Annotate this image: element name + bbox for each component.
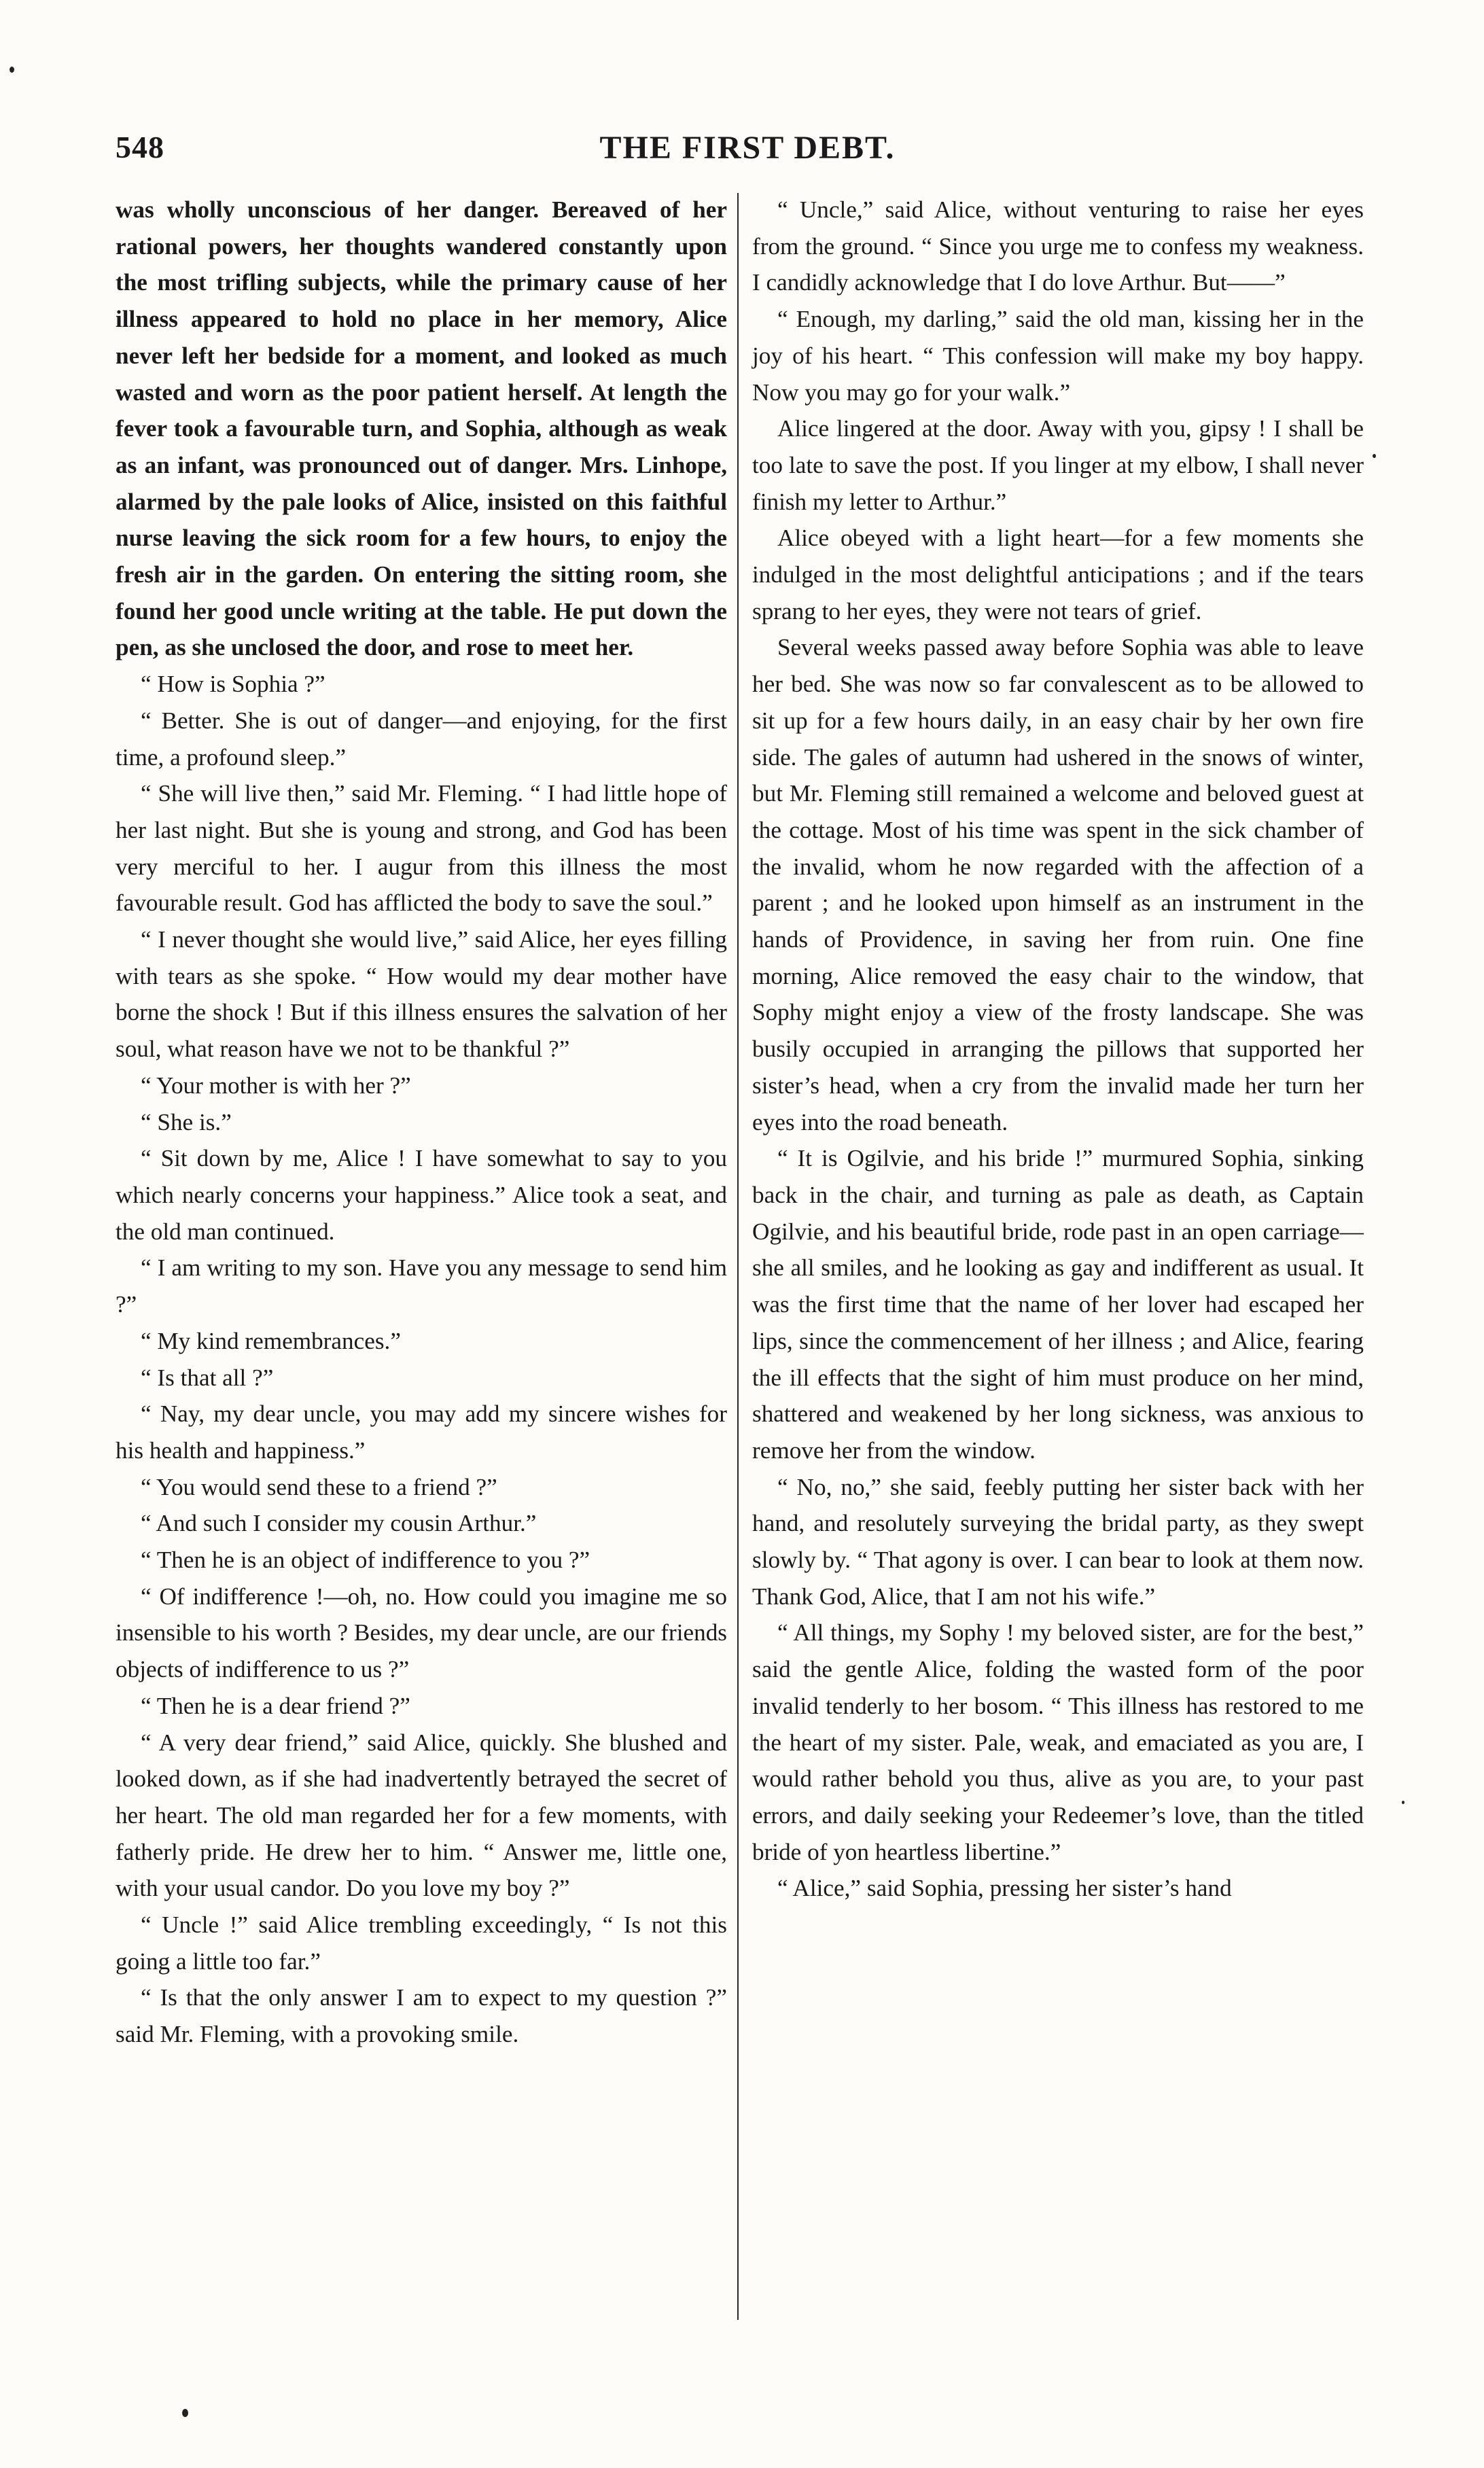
paragraph: “ Alice,” said Sophia, pressing her sister’s hand [777, 1875, 1232, 1902]
paragraph: “ Then he is an object of indifference to you ?” [140, 1547, 590, 1574]
paragraph: “ And such I consider my cousin Arthur.” [140, 1510, 537, 1537]
left-column [116, 192, 727, 2053]
paragraph: “ A very dear friend,” said Alice, quickly. She blushed and looked down, as if she had inadvertently betrayed the secret of her heart. The old man regarded her for a few moments, with fatherly pride. He drew her to him. “ Answer me, little one, with your usual candor. Do you love my boy ?” [116, 1729, 727, 1902]
ink-speck [1373, 454, 1376, 458]
paragraph: “ She is.” [140, 1108, 232, 1135]
ink-speck [10, 67, 14, 73]
paragraph: “ It is Ogilvie, and his bride !” murmured Sophia, sinking back in the chair, and turning as pale as death, as Captain Ogilvie, and his beautiful bride, rode past in an open carriage—she all smiles, and he looking as gay and indifferent as usual. It was the first time that the name of her lover had escaped her lips, since the commencement of her illness ; and Alice, fearing the ill effects that the sight of him must produce on her mind, shattered and weakened by her long sickness, was anxious to remove her from the window. [752, 1145, 1364, 1464]
paragraph: “ Of indifference !—oh, no. How could you imagine me so insensible to his worth ? Besides, my dear uncle, are our friends objects of indifference to us ?” [116, 1583, 727, 1683]
paragraph: “ All things, my Sophy ! my beloved sister, are for the best,” said the gentle Alice, folding the wasted form of the poor invalid tenderly to her bosom. “ This illness has restored to me the heart of my sister. Pale, weak, and emaciated as you are, I would rather behold you thus, alive as you are, to your past errors, and daily seeking your Redeemer’s love, than the titled bride of yon heartless libertine.” [752, 1619, 1364, 1865]
paragraph: “ Then he is a dear friend ?” [140, 1692, 410, 1719]
paragraph: “ Sit down by me, Alice ! I have somewhat to say to you which nearly concerns your happiness.” Alice took a seat, and the old man continued. [116, 1145, 727, 1245]
page-header [116, 129, 1379, 177]
ink-speck [182, 2409, 188, 2417]
paragraph: was wholly unconscious of her danger. Bereaved of her rational powers, her thoughts wandered constantly upon the most trifling subjects, while the primary cause of her illness appeared to hold no place in her memory, Alice never left her bedside for a moment, and looked as much wasted and worn as the poor patient herself. At length the fever took a favourable turn, and Sophia, although as weak as an infant, was pronounced out of danger. Mrs. Linhope, alarmed by the pale looks of Alice, insisted on this faithful nurse leaving the sick room for a few hours, to enjoy the fresh air in the garden. On entering the sitting room, she found her good uncle writing at the table. He put down the pen, as she unclosed the door, and rose to meet her. [116, 196, 727, 661]
paragraph: “ How is Sophia ?” [140, 671, 325, 698]
ink-speck [1402, 1801, 1404, 1804]
paragraph: “ Enough, my darling,” said the old man, kissing her in the joy of his heart. “ This confession will make my boy happy. Now you may go for your walk.” [752, 306, 1364, 406]
paragraph: “ Is that the only answer I am to expect to my question ?” said Mr. Fleming, with a provoking smile. [116, 1984, 727, 2048]
paragraph: “ No, no,” she said, feebly putting her sister back with her hand, and resolutely surveying the bridal party, as they swept slowly by. “ That agony is over. I can bear to look at them now. Thank God, Alice, that I am not his wife.” [752, 1473, 1364, 1610]
paragraph: “ You would send these to a friend ?” [140, 1473, 497, 1500]
paragraph: Several weeks passed away before Sophia was able to leave her bed. She was now so far convalescent as to be allowed to sit up for a few hours daily, in an easy chair by her own fire side. The gales of autumn had ushered in the snows of winter, but Mr. Fleming still remained a welcome and beloved guest at the cottage. Most of his time was spent in the sick chamber of the invalid, whom he now regarded with the affection of a parent ; and he looked upon himself as an instrument in the hands of Providence, in saving her from ruin. One fine morning, Alice removed the easy chair to the window, that Sophy might enjoy a view of the frosty landscape. She was busily occupied in arranging the pillows that supported her sister’s head, when a cry from the invalid made her turn her eyes into the road beneath. [752, 634, 1364, 1135]
paragraph: “ My kind remembrances.” [140, 1327, 401, 1354]
paragraph: Alice lingered at the door. Away with you, gipsy ! I shall be too late to save the post. If you linger at my elbow, I shall never finish my letter to Arthur.” [752, 415, 1364, 515]
column-divider [737, 193, 739, 2320]
right-column [752, 192, 1364, 1907]
page-number: 548 [116, 130, 164, 164]
paragraph: “ Better. She is out of danger—and enjoying, for the first time, a profound sleep.” [116, 707, 727, 771]
running-title: THE FIRST DEBT. [599, 130, 896, 166]
paragraph: “ Uncle !” said Alice trembling exceedingly, “ Is not this going a little too far.” [116, 1911, 727, 1975]
paragraph: “ Is that all ?” [140, 1364, 274, 1391]
paragraph: “ She will live then,” said Mr. Fleming. “ I had little hope of her last night. But she is young and strong, and God has been very merciful to her. I augur from this illness the most favourable result. God has afflicted the body to save the soul.” [116, 780, 727, 917]
paragraph: “ Uncle,” said Alice, without venturing to raise her eyes from the ground. “ Since you urge me to confess my weakness. I candidly acknowledge that I do love Arthur. But——” [752, 196, 1364, 296]
paragraph: “ I am writing to my son. Have you any message to send him ?” [116, 1254, 727, 1318]
paragraph: “ Nay, my dear uncle, you may add my sincere wishes for his health and happiness.” [116, 1400, 727, 1464]
paragraph: “ Your mother is with her ?” [140, 1072, 411, 1099]
paragraph: Alice obeyed with a light heart—for a few moments she indulged in the most delightful anticipations ; and if the tears sprang to her eyes, they were not tears of grief. [752, 525, 1364, 624]
paragraph: “ I never thought she would live,” said Alice, her eyes filling with tears as she spoke. “ How would my dear mother have borne the shock ! But if this illness ensures the salvation of her soul, what reason have we not to be thankful ?” [116, 926, 727, 1063]
